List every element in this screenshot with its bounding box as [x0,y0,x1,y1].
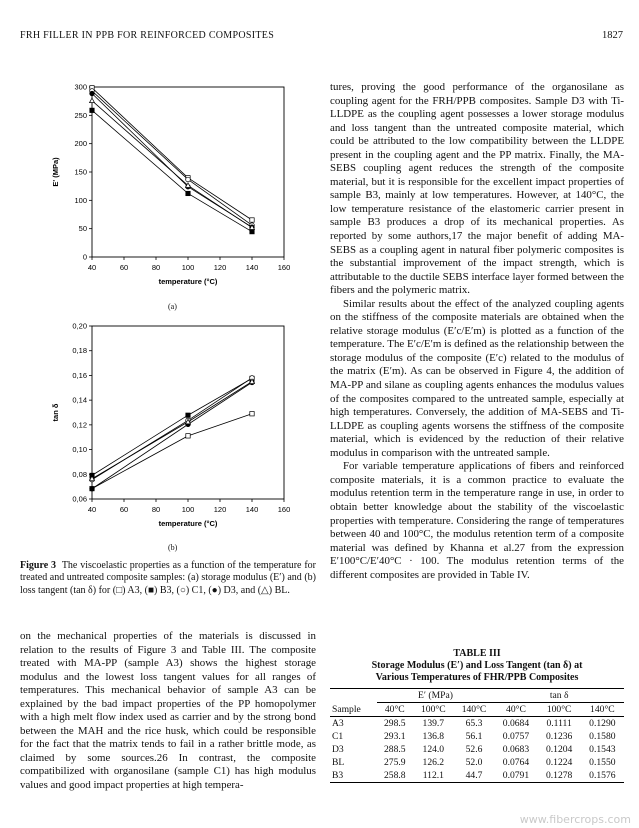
table-value-cell: 0.0683 [502,744,530,755]
y-axis-label: E' (MPa) [51,157,60,187]
page-number: 1827 [602,30,623,41]
y-tick-label: 0,12 [72,420,87,430]
table-title-line-3: Various Temperatures of FHR/PPB Composites [375,672,579,683]
data-point-square [186,191,190,195]
table-group-tan: tan δ [494,689,624,703]
table-value-cell: 0.1236 [545,731,573,742]
table-value-cell: 52.6 [465,744,483,755]
table-temp-header: 100°C [538,703,581,717]
x-tick-label: 40 [87,263,97,272]
data-point-square [250,412,254,416]
sublabel-a: (a) [168,302,177,311]
y-tick-label: 200 [74,139,87,149]
table-iii-grid [330,688,624,783]
table-temp-header: 100°C [413,703,454,717]
data-point-square [186,413,190,417]
x-tick-label: 100 [181,505,195,514]
table-value-cell: 0.0757 [502,731,530,742]
table-temp-header: 40°C [494,703,537,717]
y-tick-label: 0,16 [72,370,87,380]
right-column-text [330,81,624,582]
x-tick-label: 40 [87,505,97,514]
x-tick-label: 60 [119,263,129,272]
y-tick-label: 0,06 [72,494,87,504]
y-tick-label: 300 [74,82,87,92]
table-value-cell: 44.7 [454,769,495,783]
table-title-line-2: Storage Modulus (E′) and Loss Tangent (tan δ) at [371,660,583,671]
table-sample-cell: A3 [332,718,344,729]
table-value-cell: 112.1 [413,769,454,783]
y-tick-label: 0,20 [72,321,87,331]
running-head: FRH FILLER IN PPB FOR REINFORCED COMPOSITES [20,30,275,41]
y-axis-label: tan δ [51,403,60,422]
table-value-cell: 136.8 [422,731,445,742]
y-tick-label: 150 [74,167,87,177]
table-temp-header: 40°C [377,703,413,717]
x-tick-label: 160 [277,263,291,272]
x-tick-label: 80 [151,505,161,514]
data-point-square [90,108,94,112]
table-value-cell: 126.2 [422,757,445,768]
table-group-e: E′ (MPa) [377,689,495,703]
figure-3a-chart [20,75,320,315]
table-temp-header: 140°C [454,703,495,717]
x-tick-label: 160 [277,505,291,514]
table-corner [330,689,377,703]
right-paragraph-3: For variable temperature applications of fibers and reinforced composite materials, it is a common practice to evaluate the modulus retention term in the temperature range in use, in order to obtain better knowledge about the stability of the viscoelastic properties with temperature. Considering the range of temperatures between 40 and 100°C, the modulus retention term of a composite material was defined by Khanna et al.27 from the expression E′100°C/E′40°C · 100. The modulus retention terms of the different composites are provided in Table IV. [330,460,624,581]
left-column-text [20,630,316,793]
left-paragraph-1: on the mechanical properties of the materials is discussed in relation to the results of Figure 3 and Table III. The composite treated with MA-PP (sample A3) shows the highest storage modulus and the lowest loss tangent values for all ranges of temperatures. This mechanical behavior of sample A3 can be explained by the bad impact properties of the PP homopolymer with a high melt flow index used as carrier and by the strong bond between the MAH and the rice husk, which could be responsible for the fact that the matrix tends to fail in a rather brittle mode, as claimed by some sources.26 In contrast, the composite compatibilized with organosilane (sample C1) has high modulus values and good impact properties at high tempera- [20,630,316,792]
sublabel-b: (b) [168,543,178,552]
table-value-cell: 0.1543 [589,744,616,755]
x-tick-label: 60 [119,505,129,514]
y-tick-label: 100 [74,195,87,205]
series-line [92,88,252,220]
x-axis-label: temperature (°C) [158,519,218,528]
data-point-square [250,218,254,222]
table-row [330,717,624,731]
caption-text: The viscoelastic properties as a function of the temperature for treated and untreated composite samples: (a) storage modulus (E′) and (b) loss tangent (tan δ) for (□) A3, (■) B3, (○) C1, (●) D3, and (△) BL. [20,560,317,596]
y-tick-label: 0,18 [72,346,87,356]
table-value-cell: 0.1278 [538,769,581,783]
table-value-cell: 0.1580 [589,731,616,742]
table-row [330,743,624,756]
x-tick-label: 100 [181,263,195,272]
table-value-cell: 0.0764 [502,757,530,768]
x-tick-label: 140 [245,505,259,514]
table-value-cell: 293.1 [383,731,406,742]
series-line [92,378,252,475]
data-point-square [186,434,190,438]
data-point-circle [186,177,191,182]
table-value-cell: 275.9 [383,757,406,768]
data-point-circle [90,91,95,96]
right-paragraph-1: tures, proving the good performance of the organosilane as coupling agent for the FRH/PPB composites. Sample D3 with Ti-LLDPE as the coupling agent possesses a lower storage modulus and loss tangent than the untreated composite material, which could be attributed to the low compatibility between the LLDPE present in the coupling agent and the PP matrix. Finally, the MA-SEBS coupling agent reduces the strength of the composite material, but it is responsible for the excellent impact properties of sample B3, mainly at low temperatures. However, at 140°C, the low temperature resistance of the elastomeric carrier present in sample B3 produces a drop of its mechanical properties. As reported by some authors,17 the major benefit of adding MA-SEBS as a coupling agent in natural fiber polymeric composites is the substantial improvement of the impact strength, which is attributable to the ductile SEBS interface layer formed between the fibers and the polymeric matrix. [330,81,624,297]
table-value-cell: 56.1 [465,731,483,742]
y-tick-label: 50 [78,224,87,234]
table-value-cell: 0.0684 [502,718,530,729]
x-axis-label: temperature (°C) [158,277,218,286]
figure-3b-chart [20,318,320,546]
x-tick-label: 80 [151,263,161,272]
table-value-cell: 124.0 [422,744,445,755]
table-sample-cell: C1 [332,731,344,742]
table-iii [330,648,624,783]
table-value-cell: 0.0791 [494,769,537,783]
table-value-cell: 0.1576 [581,769,624,783]
y-tick-label: 0,08 [72,469,87,479]
y-tick-label: 0,14 [72,395,87,405]
table-sample-cell: B3 [330,769,377,783]
series-line [92,382,252,488]
table-title [330,648,624,684]
table-sample-cell: BL [332,757,345,768]
table-value-cell: 0.1550 [589,757,616,768]
right-paragraph-2: Similar results about the effect of the analyzed coupling agents on the stiffness of the composite materials are obtained when the relative storage modulus (E′c/E′m) is plotted as a function of the temperature. The E′c/E′m is defined as the relationship between the storage modulus of the composite (E′c) related to the modulus of the matrix (E′m). As can be observed in Figure 4, the addition of MA-PP and silane as coupling agents enhances the modulus values of the composites compared to the untreated sample, especially at high temperatures. Conversely, the addition of MA-SEBS and Ti-LLDPE as coupling agents worsens the stiffness of the composite material, which is evidenced by the reduction of their relative modulus in comparison with the untreated sample. [330,297,624,459]
table-title-line-1: TABLE III [453,648,501,659]
table-value-cell: 0.1111 [546,718,572,729]
plot-frame [92,87,284,257]
y-tick-label: 250 [74,110,87,120]
table-value-cell: 0.1224 [545,757,573,768]
watermark: www.fibercrops.com [519,813,631,826]
data-point-square [250,229,254,233]
table-sample-cell: D3 [332,744,344,755]
y-tick-label: 0 [82,252,87,262]
table-value-cell: 258.8 [377,769,413,783]
table-value-cell: 139.7 [422,718,445,729]
table-value-cell: 0.1204 [545,744,573,755]
table-value-cell: 298.5 [383,718,406,729]
table-temp-header: 140°C [581,703,624,717]
y-tick-label: 0,10 [72,445,87,455]
table-row [330,769,624,783]
series-line [92,91,252,225]
caption-lead: Figure 3 [20,560,57,571]
table-row [330,756,624,769]
table-value-cell: 288.5 [383,744,406,755]
data-point-triangle [90,98,95,103]
table-row [330,730,624,743]
x-tick-label: 140 [245,263,259,272]
data-point-circle [90,486,95,491]
table-value-cell: 0.1290 [589,718,616,729]
figure-caption [20,560,316,597]
table-sample-header: Sample [330,703,377,717]
table-value-cell: 52.0 [465,757,483,768]
x-tick-label: 120 [213,505,227,514]
x-tick-label: 120 [213,263,227,272]
table-value-cell: 65.3 [465,718,483,729]
